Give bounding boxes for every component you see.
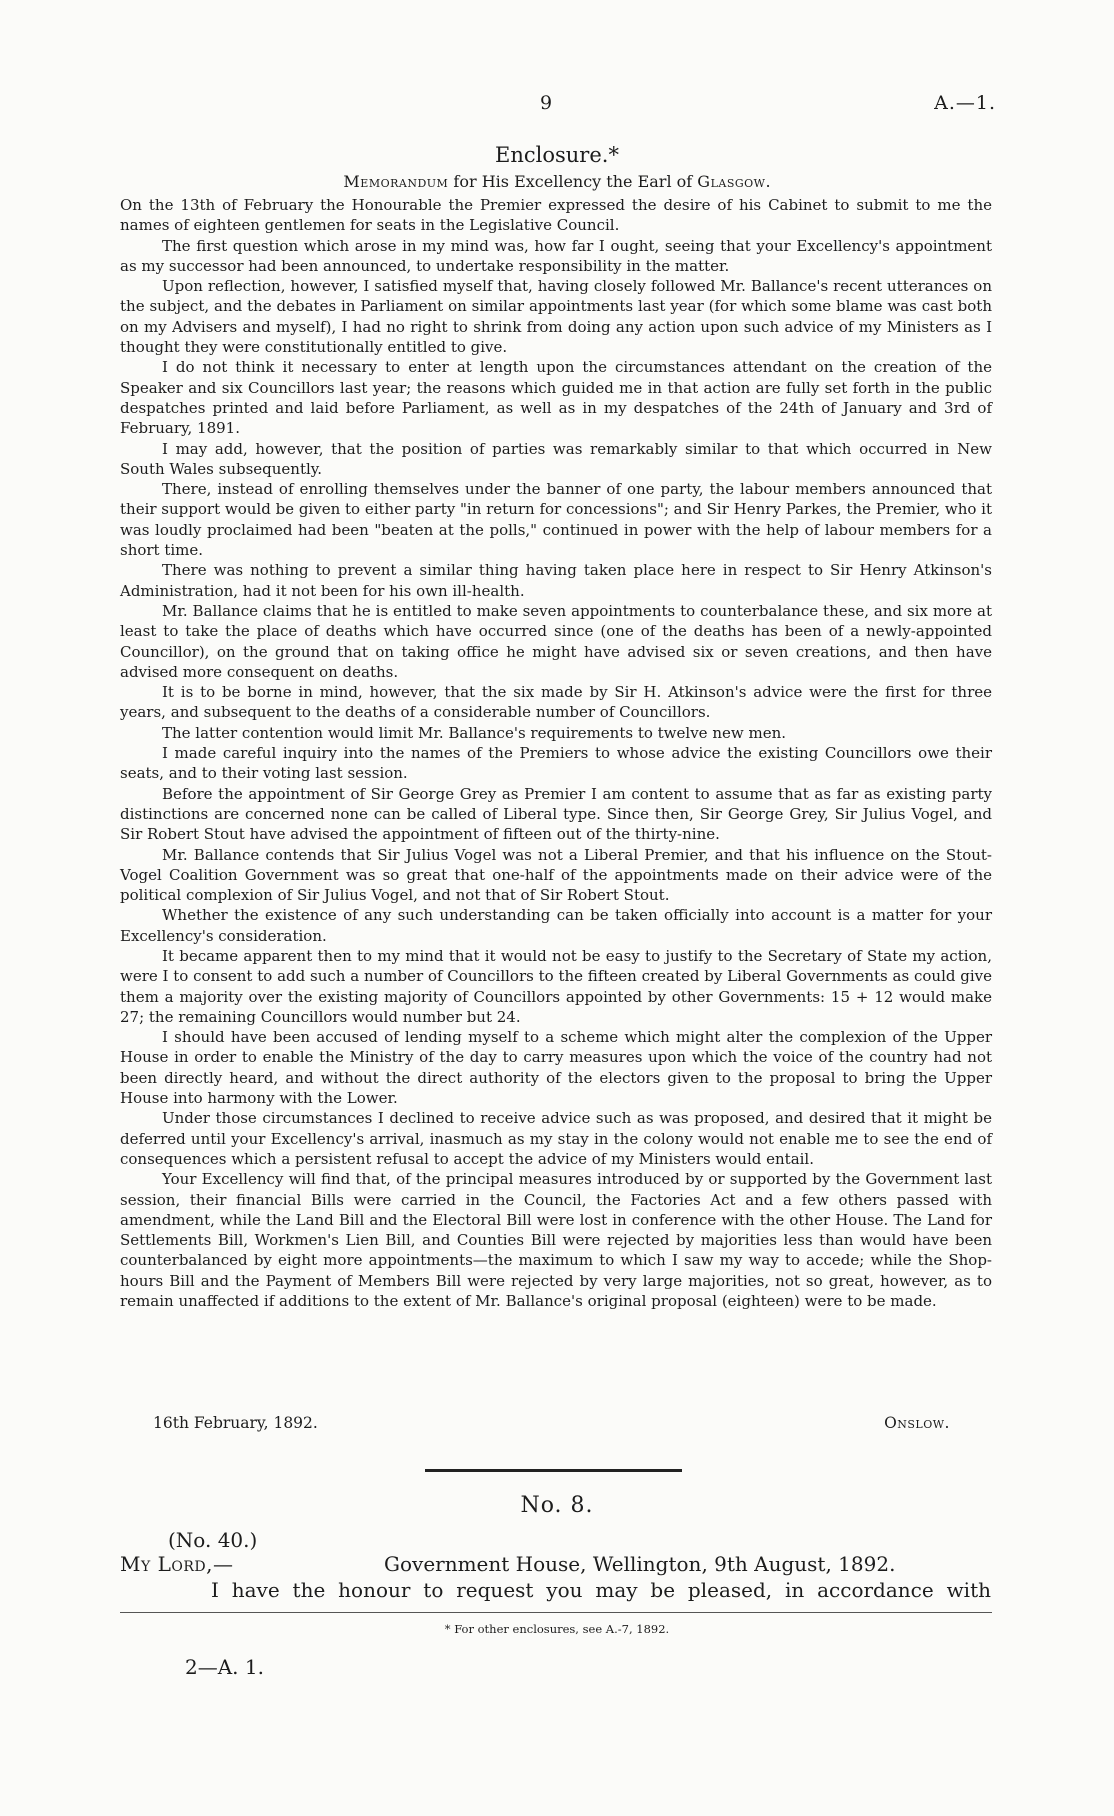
despatch-origin: Government House, Wellington, 9th August, 1892. bbox=[384, 1552, 896, 1576]
memorandum-body bbox=[120, 195, 992, 1311]
sheet-signature: 2—A. 1. bbox=[185, 1655, 264, 1679]
despatch-first-line: I have the honour to request you may be pleased, in accordance with bbox=[211, 1578, 991, 1602]
paragraph: There, instead of enrolling themselves under the banner of one party, the labour members announced that their support would be given to either party "in return for concessions"; and Sir Henry Parkes, the Premier, who it was loudly proclaimed had been "beaten at the polls," continued in power with the help of labour members for a short time. bbox=[120, 480, 992, 560]
paragraph: On the 13th of February the Honourable the Premier expressed the desire of his Cabinet to submit to me the names of eighteen gentlemen for seats in the Legislative Council. bbox=[120, 196, 992, 235]
paragraph: I made careful inquiry into the names of the Premiers to whose advice the existing Councillors owe their seats, and to their voting last session. bbox=[120, 744, 992, 783]
signoff-signature: Onslow. bbox=[884, 1414, 950, 1432]
paragraph: Your Excellency will find that, of the principal measures introduced by or supported by the Government last session, their financial Bills were carried in the Council, the Factories Act and a few others passed with amendment, while the Land Bill and the Electoral Bill were lost in conference with the other House. The Land for Settlements Bill, Workmen's Lien Bill, and Counties Bill were rejected by majorities less than would have been counterbalanced by eight more appointments—the maximum to which I saw my way to accede; while the Shop-hours Bill and the Payment of Members Bill were rejected by very large majorities, not so great, however, as to remain unaffected if additions to the extent of Mr. Ballance's original proposal (eighteen) were to be made. bbox=[120, 1170, 992, 1311]
despatch-number: No. 8. bbox=[520, 1493, 594, 1518]
paragraph: I do not think it necessary to enter at length upon the circumstances attendant on the creation of the Speaker and six Councillors last year; the reasons which guided me in that action are fully set forth in the public despatches printed and laid before Parliament, as well as in my despatches of the 24th of January and 3rd of February, 1891. bbox=[120, 358, 992, 438]
document-reference: A.—1. bbox=[934, 92, 996, 114]
paragraph: There was nothing to prevent a similar thing having taken place here in respect to Sir Henry Atkinson's Administration, had it not been for his own ill-health. bbox=[120, 561, 992, 600]
paragraph: The first question which arose in my mind was, how far I ought, seeing that your Excellency's appointment as my successor had been announced, to undertake responsibility in the matter. bbox=[120, 236, 992, 275]
despatch-salutation: My Lord,— bbox=[120, 1552, 234, 1576]
page-number: 9 bbox=[540, 92, 553, 114]
footnote-divider bbox=[120, 1612, 992, 1613]
paragraph: Before the appointment of Sir George Grey as Premier I am content to assume that as far as existing party distinctions are concerned none can be called of Liberal type. Since then, Sir George Grey, Sir Julius Vogel, and Sir Robert Stout have advised the appointment of fifteen out of the thirty-nine. bbox=[120, 784, 992, 844]
memorandum-heading bbox=[0, 172, 1114, 191]
section-divider bbox=[425, 1469, 682, 1472]
paragraph: I may add, however, that the position of parties was remarkably similar to that which occurred in New South Wales subsequently. bbox=[120, 439, 992, 478]
paragraph: Upon reflection, however, I satisfied myself that, having closely followed Mr. Ballance's recent utterances on the subject, and the debates in Parliament on similar appointments last year (for which some blame was cast both on my Advisers and myself), I had no right to shrink from doing any action upon such advice of my Ministers as I thought they were constitutionally entitled to give. bbox=[120, 277, 992, 357]
memorandum-label: Memorandum bbox=[343, 172, 449, 191]
paragraph: Mr. Ballance claims that he is entitled to make seven appointments to counterbalance these, and six more at least to take the place of deaths which have occurred since (one of the deaths has been of a newly-appointed Councillor), on the ground that on taking office he might have advised six or seven creations, and then have advised more consequent on deaths. bbox=[120, 601, 992, 681]
page-header bbox=[120, 92, 996, 120]
paragraph: I should have been accused of lending myself to a scheme which might alter the complexion of the Upper House in order to enable the Ministry of the day to carry measures upon which the voice of the country had not been directly heard, and without the direct authority of the electors given to the proposal to bring the Upper House into harmony with the Lower. bbox=[120, 1028, 992, 1108]
paragraph: Whether the existence of any such understanding can be taken officially into account is a matter for your Excellency's consideration. bbox=[120, 906, 992, 945]
paragraph: Mr. Ballance contends that Sir Julius Vogel was not a Liberal Premier, and that his influence on the Stout-Vogel Coalition Government was so great that one-half of the appointments made on their advice were of the political complexion of Sir Julius Vogel, and not that of Sir Robert Stout. bbox=[120, 845, 992, 905]
memorandum-addressee: for His Excellency the Earl of bbox=[448, 172, 698, 191]
memorandum-heading-end: . bbox=[765, 172, 771, 191]
enclosure-title: Enclosure.* bbox=[495, 143, 619, 167]
paragraph: The latter contention would limit Mr. Ballance's requirements to twelve new men. bbox=[162, 723, 786, 742]
footnote: * For other enclosures, see A.-7, 1892. bbox=[444, 1622, 670, 1636]
paragraph: It became apparent then to my mind that it would not be easy to justify to the Secretary of State my action, were I to consent to add such a number of Councillors to the fifteen created by Liberal Governments as could give them a majority over the existing majority of Councillors appointed by other Governments: 15 + 12 would make 27; the remaining Councillors would number but 24. bbox=[120, 946, 992, 1026]
paragraph: Under those circumstances I declined to receive advice such as was proposed, and desired that it might be deferred until your Excellency's arrival, inasmuch as my stay in the colony would not enable me to see the end of consequences which a persistent refusal to accept the advice of my Ministers would entail. bbox=[120, 1109, 992, 1168]
despatch-reference: (No. 40.) bbox=[168, 1528, 258, 1552]
paragraph: It is to be borne in mind, however, that the six made by Sir H. Atkinson's advice were the first for three years, and subsequent to the deaths of a considerable number of Councillors. bbox=[120, 683, 992, 722]
memorandum-signoff bbox=[120, 1414, 992, 1436]
memorandum-addressee-name: Glasgow bbox=[697, 172, 766, 191]
signoff-date: 16th February, 1892. bbox=[153, 1414, 318, 1432]
